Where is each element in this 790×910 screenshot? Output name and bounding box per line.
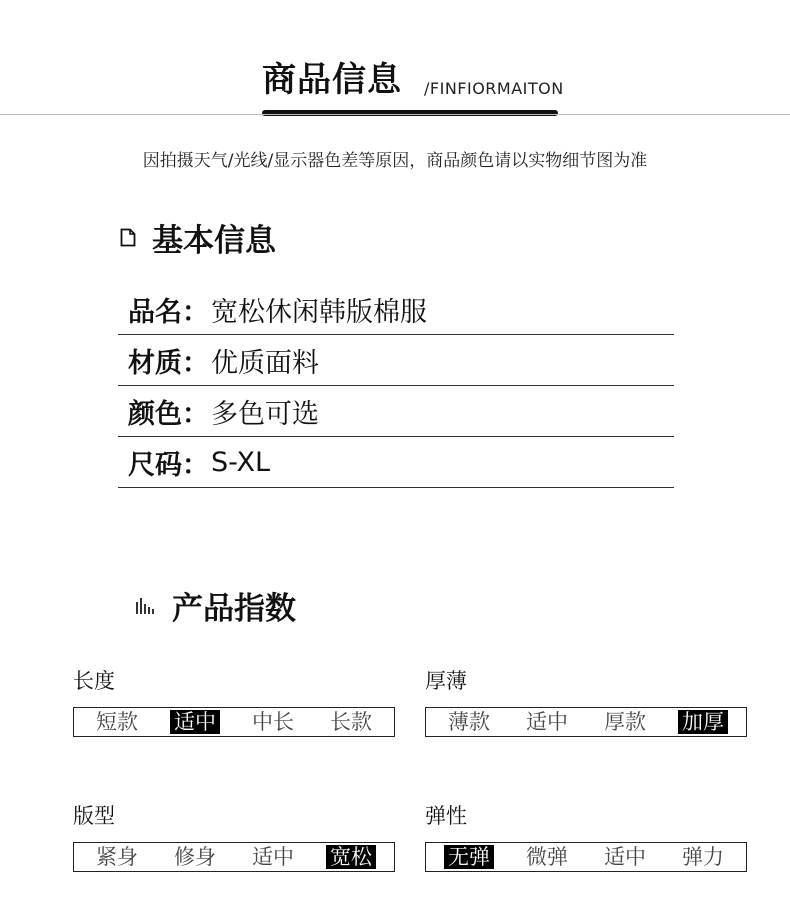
index-options [425,707,747,737]
index-options [425,842,747,872]
info-value: 宽松休闲韩版棉服 [211,296,427,328]
info-key: 品名： [128,296,209,328]
product-index-heading [136,583,296,628]
info-key: 尺码： [128,449,209,481]
index-option-selected: 无弹 [444,845,494,869]
index-option-selected: 加厚 [678,710,728,734]
index-option: 微弹 [526,845,568,869]
index-option: 适中 [252,845,294,869]
index-group-fit [73,800,395,872]
index-option: 长款 [330,710,372,734]
info-value: S-XL [211,446,271,478]
index-option: 中长 [252,710,294,734]
info-key: 颜色： [128,398,209,430]
info-row [118,437,674,488]
index-group-thickness [425,665,747,737]
index-option: 厚款 [604,710,646,734]
info-row [118,386,674,437]
info-value: 多色可选 [211,398,319,430]
info-row [118,284,674,335]
index-options [73,707,395,737]
product-index-title: 产品指数 [172,591,296,627]
index-option: 薄款 [448,710,490,734]
index-options [73,842,395,872]
index-option: 弹力 [682,845,724,869]
header-divider [0,114,790,115]
index-group-title: 版型 [73,804,115,828]
document-icon [120,228,136,247]
header-subtitle: /FINFIORMAITON [424,79,564,98]
index-option: 短款 [96,710,138,734]
index-group-elasticity [425,800,747,872]
index-option-selected: 适中 [170,710,220,734]
index-option: 适中 [604,845,646,869]
header-title: 商品信息 [262,60,402,100]
index-option: 适中 [526,710,568,734]
index-group-title: 长度 [73,669,115,693]
info-key: 材质： [128,347,209,379]
index-group-length [73,665,395,737]
basic-info-list [118,284,674,488]
index-group-title: 弹性 [425,804,467,828]
header-underline-bar [262,110,558,116]
info-row [118,335,674,386]
index-option: 修身 [174,845,216,869]
bar-chart-icon [136,598,156,614]
index-option-selected: 宽松 [326,845,376,869]
basic-info-heading [120,215,276,260]
index-group-title: 厚薄 [425,669,467,693]
basic-info-title: 基本信息 [152,223,276,259]
index-option: 紧身 [96,845,138,869]
color-notice: 因拍摄天气/光线/显示器色差等原因，商品颜色请以实物细节图为准 [142,151,648,171]
info-value: 优质面料 [211,347,319,379]
